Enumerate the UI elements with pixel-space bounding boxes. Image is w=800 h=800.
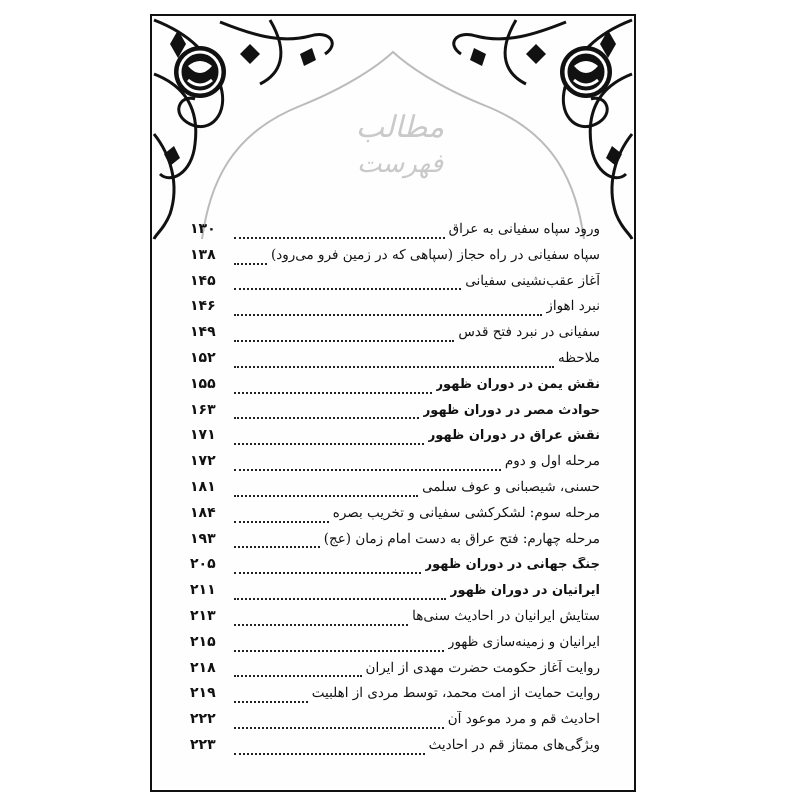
toc-entry-title: سفیانی در نبرد فتح قدس — [458, 324, 600, 341]
toc-entry — [190, 505, 600, 531]
toc-entry-title: حسنی، شیصبانی و عوف سلمی — [422, 478, 600, 495]
toc-entry-page: ۱۷۲ — [190, 453, 216, 470]
toc-entry — [190, 737, 600, 763]
toc-entry-title: حوادث مصر در دوران ظهور — [422, 402, 600, 418]
toc-entry-page: ۱۶۳ — [190, 401, 216, 418]
toc-entry-page: ۱۹۳ — [190, 530, 216, 547]
toc-entry — [190, 711, 600, 737]
toc-leader-dots — [234, 727, 444, 729]
toc-leader-dots — [234, 521, 329, 523]
toc-entry-title: ایرانیان در دوران ظهور — [449, 583, 600, 599]
toc-entry — [190, 273, 600, 299]
toc-leader-dots — [234, 366, 554, 368]
toc-entry-page: ۲۲۲ — [190, 711, 216, 728]
toc-leader-dots — [234, 263, 267, 265]
toc-entry-page: ۱۳۰ — [190, 221, 216, 237]
heading-line-1: مطالب — [355, 110, 445, 145]
toc-entry-page: ۱۷۱ — [190, 427, 216, 444]
toc-entry — [190, 453, 600, 479]
toc-entry — [190, 608, 600, 634]
toc-entry-page: ۲۱۵ — [190, 633, 216, 650]
table-of-contents — [190, 221, 600, 763]
toc-leader-dots — [234, 443, 424, 445]
toc-entry — [190, 531, 600, 557]
toc-entry-title: ویژگی‌های ممتاز قم در احادیث — [428, 736, 600, 753]
toc-entry — [190, 350, 600, 376]
toc-entry-page: ۱۴۹ — [190, 324, 216, 341]
toc-entry-page: ۲۱۳ — [190, 607, 216, 624]
heading-line-2: فهرست — [356, 149, 444, 179]
toc-entry-title: روایت حمایت از امت محمد، توسط مردی از اهلبیت — [311, 685, 600, 702]
toc-entry-title: مرحله سوم: لشکرکشی سفیانی و تخریب بصره — [332, 504, 600, 521]
toc-leader-dots — [234, 237, 445, 239]
toc-entry — [190, 634, 600, 660]
toc-leader-dots — [234, 340, 454, 342]
toc-leader-dots — [234, 701, 308, 703]
toc-entry — [190, 427, 600, 453]
toc-entry — [190, 402, 600, 428]
toc-entry-page: ۱۵۵ — [190, 375, 216, 392]
toc-leader-dots — [234, 572, 421, 574]
toc-entry — [190, 479, 600, 505]
toc-leader-dots — [234, 314, 542, 316]
toc-entry-page: ۲۲۳ — [190, 736, 216, 753]
toc-heading — [330, 110, 470, 190]
toc-leader-dots — [234, 753, 425, 755]
toc-leader-dots — [234, 288, 461, 290]
toc-entry-title: جنگ جهانی در دوران ظهور — [424, 557, 600, 573]
toc-leader-dots — [234, 469, 501, 471]
toc-entry-page: ۱۵۲ — [190, 349, 216, 366]
toc-leader-dots — [234, 392, 432, 394]
toc-entry — [190, 582, 600, 608]
toc-entry — [190, 324, 600, 350]
toc-entry-title: مرحله چهارم: فتح عراق به دست امام زمان (عج) — [323, 530, 600, 547]
toc-entry-page: ۱۳۸ — [190, 246, 216, 263]
toc-leader-dots — [234, 495, 418, 497]
toc-entry — [190, 660, 600, 686]
toc-entry-title: ایرانیان و زمینه‌سازی ظهور — [447, 633, 600, 650]
toc-entry — [190, 685, 600, 711]
toc-entry-title: سپاه سفیانی در راه حجاز (سپاهی که در زمین فرو می‌رود) — [270, 246, 600, 263]
toc-entry — [190, 247, 600, 273]
toc-leader-dots — [234, 546, 320, 548]
toc-leader-dots — [234, 624, 408, 626]
toc-entry-page: ۲۱۸ — [190, 659, 216, 676]
toc-entry-page: ۱۴۵ — [190, 272, 216, 289]
toc-entry-title: ورود سپاه سفیانی به عراق — [448, 221, 600, 237]
toc-entry-title: مرحله اول و دوم — [504, 453, 600, 470]
toc-entry-page: ۲۱۱ — [190, 582, 216, 599]
toc-leader-dots — [234, 598, 446, 600]
toc-leader-dots — [234, 675, 362, 677]
toc-entry-title: نبرد اهواز — [546, 298, 600, 315]
toc-entry-title: نقش یمن در دوران ظهور — [435, 376, 600, 392]
toc-leader-dots — [234, 417, 419, 419]
toc-entry — [190, 376, 600, 402]
toc-entry-title: نقش عراق در دوران ظهور — [427, 428, 600, 444]
toc-entry-page: ۱۸۱ — [190, 478, 216, 495]
toc-entry-title: احادیث قم و مرد موعود آن — [447, 711, 600, 728]
toc-entry — [190, 221, 600, 247]
toc-leader-dots — [234, 650, 444, 652]
toc-entry — [190, 298, 600, 324]
toc-entry-title: ستایش ایرانیان در احادیث سنی‌ها — [412, 607, 600, 624]
toc-entry-page: ۲۰۵ — [190, 556, 216, 573]
toc-entry-title: آغاز عقب‌نشینی سفیانی — [465, 272, 600, 289]
toc-entry — [190, 556, 600, 582]
toc-entry-title: ملاحظه — [558, 349, 600, 366]
toc-entry-title: روایت آغاز حکومت حضرت مهدی از ایران — [365, 659, 600, 676]
toc-entry-page: ۱۴۶ — [190, 298, 216, 315]
toc-entry-page: ۱۸۴ — [190, 504, 216, 521]
toc-entry-page: ۲۱۹ — [190, 685, 216, 702]
